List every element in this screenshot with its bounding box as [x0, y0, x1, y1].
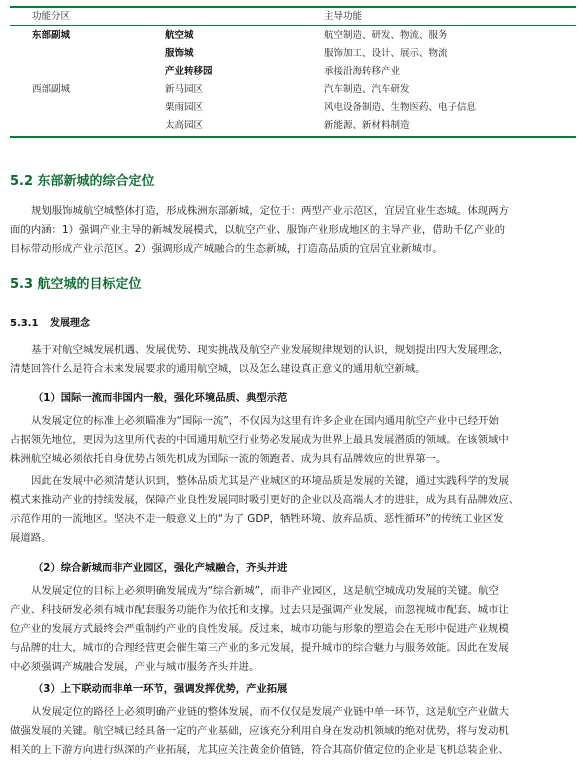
- paragraph-point-2: [10, 582, 576, 677]
- table-cell-subzone: 栗雨园区: [165, 102, 204, 113]
- table-bottom-rule: [10, 136, 576, 138]
- paragraph-line: 模式来推动产业的持续发展，保障产业良性发展同时吸引更好的企业以及高端人才的进驻，成为具有品牌效应、: [10, 494, 520, 506]
- section-heading-5-2: 5.2 东部新城的综合定位: [10, 174, 155, 189]
- table-cell-function: 服饰加工、设计、展示、物流: [324, 48, 448, 59]
- paragraph-line: 规划服饰城航空城整体打造，形成株洲东部新城，定位于：两型产业示范区，宜居宜业生态城。体现两方: [31, 205, 509, 217]
- table-cell-zone: 西部副城: [32, 84, 71, 95]
- subsection-number: 5.3.1: [10, 318, 39, 329]
- table-cell-function: 新能源、新材料制造: [324, 120, 410, 131]
- point-heading-2: （2）综合新城而非产业园区，强化产城融合，齐头并进: [33, 562, 288, 574]
- subsection-title: 发展理念: [50, 318, 90, 329]
- table-header-rule: [10, 25, 576, 26]
- paragraph-line: 占据领先地位，更因为这里所代表的中国通用航空行业势必发展成为世界上最具发展潜质的领域。在该领域中: [10, 434, 509, 446]
- table-cell-subzone: 太高园区: [165, 120, 204, 131]
- paragraph-line: 产业、科技研发必须有城市配套服务功能作为依托和支撑。过去只是强调产业发展，而忽视城市配套、城市让: [10, 604, 509, 616]
- paragraph-line: 从发展定位的标准上必须瞄准为“国际一流”，不仅因为这里有许多企业在国内通用航空产业中已经开始: [31, 415, 499, 427]
- section-heading-5-3: 5.3 航空城的目标定位: [10, 277, 142, 292]
- table-header-zone: 功能分区: [32, 11, 71, 22]
- paragraph-line: 清楚回答什么是符合未来发展要求的通用航空城，以及怎么建设真正意义的通用航空新城。: [10, 363, 426, 375]
- table-top-rule: [10, 6, 576, 8]
- table-cell-function: 风电设备制造、生物医药、电子信息: [324, 102, 477, 113]
- paragraph-line: 位产业的发展方式最终会严重制约产业的良性发展。反过来，城市功能与形象的塑造会在无形中促进产业规模: [10, 623, 509, 635]
- paragraph-point-1a: [10, 412, 576, 469]
- point-heading-3: （3）上下联动而非单一环节，强调发挥优势，产业拓展: [33, 683, 288, 695]
- table-header-function: 主导功能: [324, 11, 363, 22]
- paragraph-point-1b: [10, 472, 576, 548]
- table-cell-function: 汽车制造、汽车研发: [324, 84, 410, 95]
- paragraph-line: 做强发展的关键。航空城已经具备一定的产业基础，应该充分利用自身在发动机领域的绝对优势，将与发动机: [10, 725, 509, 737]
- table-cell-function: 航空制造、研发、物流、服务: [324, 30, 448, 41]
- table-cell-subzone: 服饰城: [165, 48, 194, 59]
- paragraph-line: 从发展定位的路径上必须明确产业链的整体发展，而不仅仅是发展产业链中单一环节，这是航空产业做大: [31, 706, 509, 718]
- paragraph-line: 示范作用的一流地区。坚决不走一般意义上的“为了 GDP，牺牲环境、放弃品质、恶性循环”的传统工业区发: [10, 513, 504, 525]
- table-cell-subzone: 航空城: [165, 30, 194, 41]
- table-cell-subzone: 新马园区: [165, 84, 204, 95]
- table-cell-zone: 东部副城: [32, 30, 71, 41]
- paragraph-5-2: [10, 202, 576, 259]
- paragraph-point-3: [10, 703, 576, 760]
- point-heading-1: （1）国际一流而非国内一般，强化环境品质、典型示范: [33, 392, 288, 404]
- subsection-heading-5-3-1: [10, 314, 90, 329]
- paragraph-line: 中必须强调产城融合发展，产业与城市服务齐头并进。: [10, 661, 260, 673]
- paragraph-line: 从发展定位的目标上必须明确发展成为“综合新城”，而非产业园区，这是航空城成功发展的关键。航空: [31, 585, 499, 597]
- paragraph-line: 因此在发展中必须清楚认识到，整体品质尤其是产业城区的环境品质是发展的关键，通过实践科学的发展: [31, 475, 509, 487]
- paragraph-line: 展道路。: [10, 532, 52, 544]
- paragraph-line: 相关的上下游方向进行纵深的产业拓展，尤其应关注黄金价值链，符合其高价值定位的企业是飞机总装企业、: [10, 744, 509, 756]
- table-cell-function: 承接沿海转移产业: [324, 66, 401, 77]
- paragraph-line: 目标带动形成产业示范区。2）强调形成产城融合的生态新城，打造高品质的宜居宜业新城市。: [10, 243, 443, 255]
- paragraph-intro: [10, 341, 576, 379]
- table-cell-subzone: 产业转移园: [165, 66, 213, 77]
- paragraph-line: 株洲航空城必须依托自身优势占领先机成为国际一流的领跑者、成为具有品牌效应的世界第一。: [10, 453, 447, 465]
- paragraph-line: 面的内涵：1）强调产业主导的新城发展模式，以航空产业、服饰产业形成地区的主导产业，借助千亿产业的: [10, 224, 505, 236]
- paragraph-line: 基于对航空城发展机遇、发展优势、现实挑战及航空产业发展规律规划的认识，规划提出四大发展理念，: [31, 344, 509, 356]
- paragraph-line: 与品牌的壮大，城市的合理经营更会催生第三产业的多元发展，提升城市的综合魅力与服务效能。因此在发展: [10, 642, 509, 654]
